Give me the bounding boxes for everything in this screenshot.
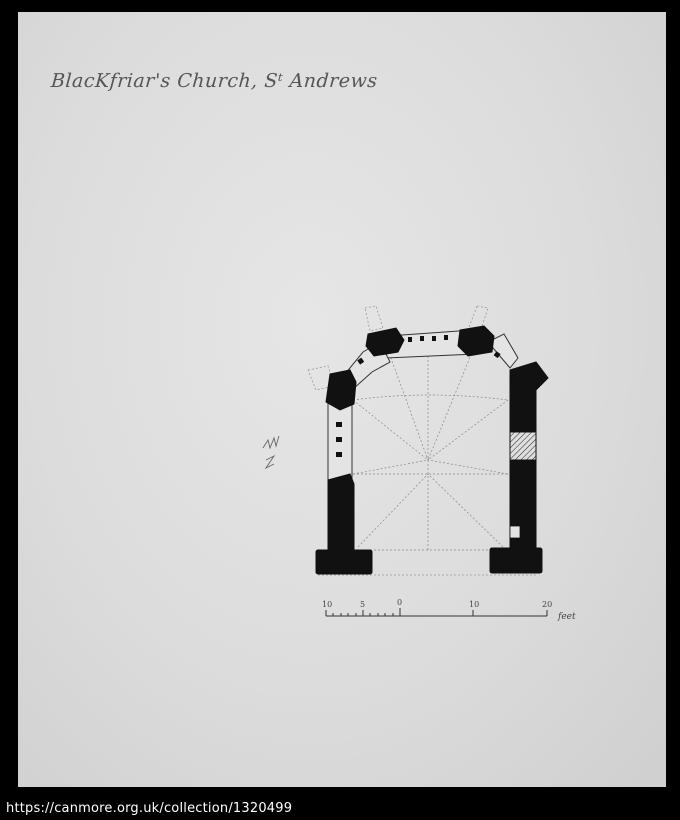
scale-tick-10-right: 10 <box>469 600 480 609</box>
right-buttress-top <box>510 362 548 432</box>
scale-tick-0: 0 <box>397 598 403 607</box>
left-base <box>316 550 372 574</box>
right-base <box>490 548 542 573</box>
vault-lines <box>353 350 508 552</box>
source-url[interactable]: https://canmore.org.uk/collection/1320499 <box>6 801 293 816</box>
north-mark <box>263 436 279 468</box>
top-right-pier <box>458 326 494 356</box>
scale-bar <box>326 608 547 616</box>
drawing-sheet <box>18 12 666 787</box>
scale-unit-label: feet <box>558 612 576 622</box>
drawing-title: BlacKfriar's Church, Sᵗ Andrews <box>50 70 379 92</box>
church-floor-plan <box>18 12 666 787</box>
left-wall-lower <box>328 474 354 554</box>
hatched-wall-section <box>510 432 536 460</box>
scale-tick-10-left: 10 <box>322 600 333 609</box>
top-left-pier <box>366 328 404 356</box>
scale-tick-20: 20 <box>542 600 553 609</box>
scale-tick-5: 5 <box>360 600 366 609</box>
left-corner-pier <box>326 370 356 410</box>
right-wall-opening <box>510 526 520 538</box>
